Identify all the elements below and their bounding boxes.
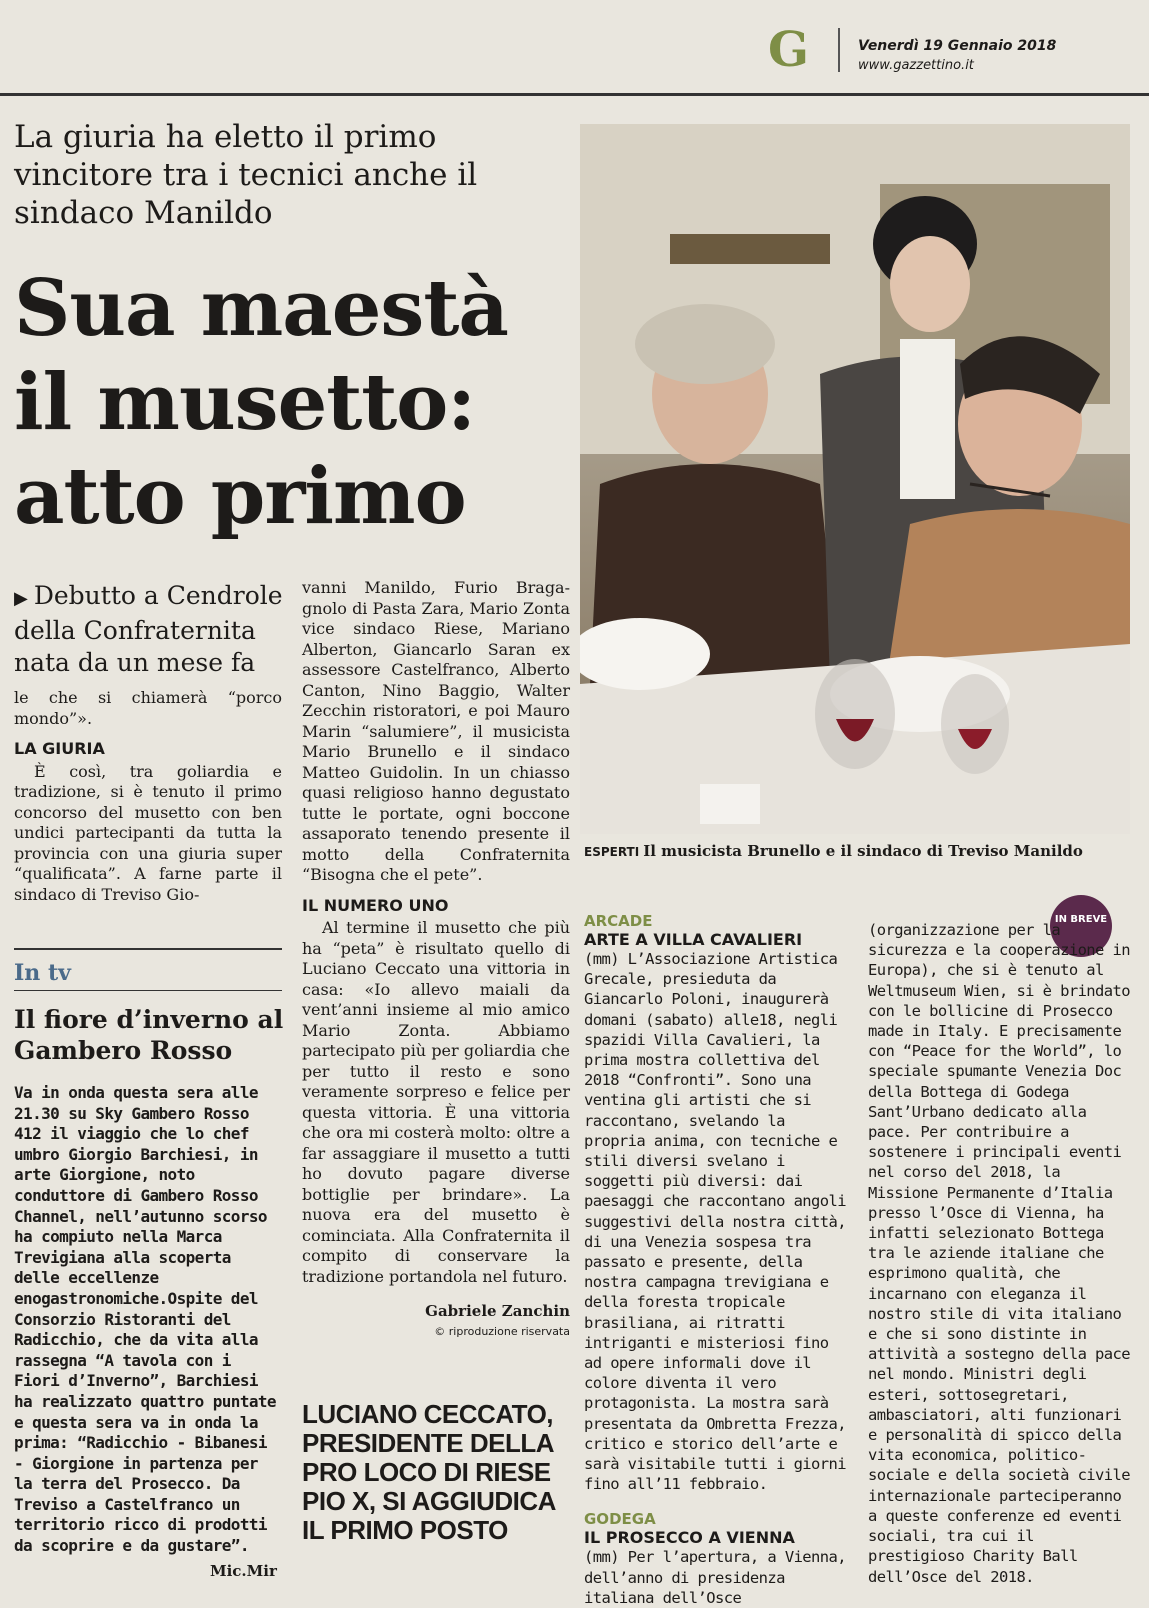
- triangle-bullet-icon: ▶: [14, 588, 28, 609]
- rights-notice: © riproduzione riservata: [434, 1324, 570, 1338]
- godega-body: (mm) Per l’apertura, a Vienna, dell’anno di presidenza italiana dell’Osce: [584, 1548, 846, 1607]
- godega-rubric: GODEGA: [584, 1510, 656, 1529]
- intv-label: In tv: [14, 960, 71, 986]
- headline-line-3: atto primo: [14, 451, 466, 542]
- photo-caption: [584, 842, 1144, 860]
- header-divider: [838, 28, 840, 72]
- intv-body: Va in onda questa sera alle 21.30 su Sky Gambero Rosso 412 il viaggio che lo chef umbro Giorgio Barchiesi, in arte Giorgione, noto conduttore di Gambero Rosso Channel, nell’autunno scorso ha compiuto nella Marca Trevigiana alla scoperta delle eccellenze enogastronomiche.Ospite del Consorzio Ristoranti del Radicchio, che da vita alla rassegna “A tavola con i Fiori d’Inverno”, Barchiesi ha realizzato quattro puntate e questa sera va in onda la prima: “Radicchio - Bibanesi - Giorgione in partenza per la terra del Prosecco. Da Treviso a Castelfranco un territorio ricco di prodotti da scoprire e da gustare”.: [14, 1083, 276, 1556]
- pull-quote: LUCIANO CECCATO, PRESIDENTE DELLA PRO LOCO DI RIESE PIO X, SI AGGIUDICA IL PRIMO POSTO: [302, 1399, 555, 1545]
- godega-title: IL PROSECCO A VIENNA: [584, 1528, 795, 1548]
- article-kicker: La giuria ha eletto il primo vincitore tra i tecnici anche il sindaco Manildo: [14, 119, 478, 231]
- column-1-lead: le che si chiamerà “porco mondo”».: [14, 688, 282, 728]
- article-column-2: [302, 578, 570, 1342]
- photo-illustration: [580, 124, 1130, 834]
- brevi-column-a: [584, 912, 846, 1608]
- intv-bottom-rule: [14, 990, 282, 991]
- godega-continuation: (organizzazione per la sicurezza e la cooperazione in Europa), che si è tenuto al Weltmuseum Wien, si è brindato con le bollicine di Prosecco made in Italy. E precisamente con “Peace for the World”, lo speciale spumante Venezia Doc della Bottega di Godega Sant’Urbano dedicato alla pace. Per contribuire a sostenere i principali eventi nel corso del 2018, la Missione Permanente d’Italia presso l’Osce di Vienna, ha infatti selezionato Bottega tra le aziende italiane che esprimono qualità, che incarnano con eleganza il nostro stile di vita italiano e che si sono distinte in attività a sostegno della pace nel mondo. Ministri degli esteri, sottosegretari, ambasciatori, alti funzionari e personalità di spicco della vita economica, politico-sociale e della società civile internazionale parteciperanno a queste conferenze ed eventi sociali, tra cui il prestigioso Charity Ball dell’Osce del 2018.: [868, 921, 1130, 1586]
- intv-signature: Mic.Mir: [210, 1562, 277, 1580]
- issue-date: Venerdì 19 Gennaio 2018: [858, 38, 1057, 54]
- caption-text: Il musicista Brunello e il sindaco di Treviso Manildo: [643, 842, 1083, 860]
- author-byline: Gabriele Zanchin: [425, 1302, 570, 1320]
- column-2-body-2: Al termine il musetto che più ha “peta” è risultato quello di Luciano Ceccato una vittoria in casa: «Io allevo maiali da vent’anni insieme al mio amico Mario Zonta. Abbiamo partecipato più per goliardia che per tutto il resto e sono veramente sorpreso e felice per questa vittoria. È una vittoria che ora mi costerà molto: oltre a far assaggiare il musetto a tutti ho dovuto pagare diverse bottiglie per brindare». La nuova era del musetto è cominciata. Alla Confraternita il compito di conservare la tradizione portandola nel futuro.: [302, 918, 570, 1286]
- subhead-text: Debutto a Cendrole della Confraternita nata da un mese fa: [14, 581, 283, 677]
- site-url: www.gazzettino.it: [858, 58, 974, 73]
- headline-line-2: il musetto:: [14, 357, 476, 448]
- article-column-1: [14, 688, 282, 905]
- arcade-body: (mm) L’Associazione Artistica Grecale, presieduta da Giancarlo Poloni, inaugurerà domani (sabato) alle18, negli spazidi Villa Cavalieri, la prima mostra collettiva del 2018 “Confronti”. Sono una ventina gli artisti che si raccontano, svelando la propria anima, con tecniche e stili diversi svelano i soggetti più diversi: dai paesaggi che raccontano angoli suggestivi della nostra città, di una Venezia sospesa tra passato e presente, della nostra campagna trevigiana e della foresta tropicale brasiliana, ai ritratti intriganti e misteriosi fino ad opere informali dove il colore diventa il vero protagonista. La mostra sarà presentata da Ombretta Frezza, critico e storico dell’arte e sarà visitabile tutti i giorni fino all’11 febbraio.: [584, 950, 846, 1494]
- header-rule: [0, 93, 1149, 96]
- column-1-body: È così, tra goliardia e tradizione, si è tenuto il primo concorso del musetto con ben undici partecipanti da tutta la provincia con una giuria super “qualificata”. A farne parte il sindaco di Treviso Gio-: [14, 761, 282, 904]
- newspaper-logo: G: [768, 22, 809, 78]
- caption-label: ESPERTI: [584, 845, 640, 859]
- article-subhead: [14, 580, 284, 679]
- article-headline: [14, 262, 574, 544]
- section-heading-giuria: LA GIURIA: [14, 739, 105, 758]
- arcade-rubric: ARCADE: [584, 912, 653, 930]
- headline-line-1: Sua maestà: [14, 263, 508, 354]
- article-photo: [580, 124, 1130, 834]
- intv-top-rule: [14, 948, 282, 950]
- section-heading-numero-uno: IL NUMERO UNO: [302, 895, 449, 915]
- in-breve-label: IN BREVE: [1054, 914, 1108, 925]
- arcade-title: ARTE A VILLA CAVALIERI: [584, 930, 803, 949]
- intv-title: Il fiore d’inverno al Gambero Rosso: [14, 1005, 284, 1065]
- column-2-body: vanni Manildo, Furio Bragagnolo di Pasta Zara, Mario Zonta vice sindaco Riese, Mariano Alberton, Giancarlo Saran ex assessore Castelfranco, Alberto Canton, Nino Baggio, Walter Zecchin ristoratori, e poi Mauro Marin “salumiere”, il musicista Mario Brunello e il sindaco Matteo Guidolin. In un chiasso quasi religioso hanno degustato tutte le portate, ogni boccone assaporato tenendo presente il motto della Confraternita “Bisogna che el pete”.: [302, 578, 570, 884]
